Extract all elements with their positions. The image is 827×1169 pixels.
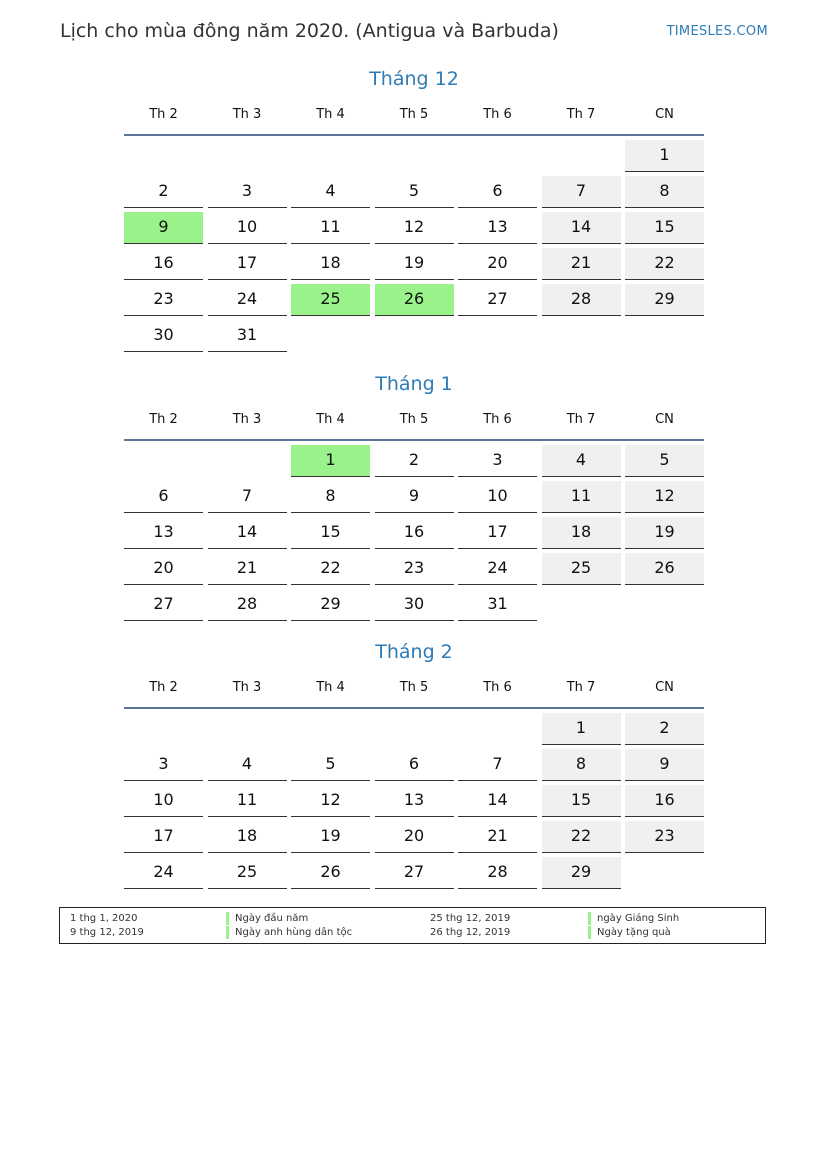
day-cell: 7 bbox=[542, 176, 621, 208]
legend-date: 26 thg 12, 2019 bbox=[430, 927, 511, 938]
empty-cell bbox=[291, 140, 370, 172]
day-cell: 8 bbox=[625, 176, 704, 208]
day-cell: 20 bbox=[375, 821, 454, 853]
day-cell: 14 bbox=[542, 212, 621, 244]
empty-cell bbox=[458, 140, 537, 172]
day-cell: 20 bbox=[124, 553, 203, 585]
day-cell: 2 bbox=[625, 713, 704, 745]
day-cell: 16 bbox=[625, 785, 704, 817]
day-cell: 28 bbox=[542, 284, 621, 316]
page-title: Lịch cho mùa đông năm 2020. (Antigua và Barbuda) bbox=[60, 20, 559, 42]
holiday-day-cell: 9 bbox=[124, 212, 203, 244]
day-cell: 10 bbox=[208, 212, 287, 244]
weekday-label: Th 5 bbox=[399, 680, 429, 695]
empty-cell bbox=[124, 140, 203, 172]
weekday-label: Th 2 bbox=[149, 412, 178, 427]
weekday-label: CN bbox=[655, 412, 674, 427]
day-cell: 6 bbox=[375, 749, 454, 781]
day-cell: 26 bbox=[291, 857, 370, 889]
day-cell: 20 bbox=[458, 248, 537, 280]
weekday-label: Th 3 bbox=[232, 680, 262, 695]
day-cell: 5 bbox=[291, 749, 370, 781]
day-cell: 13 bbox=[124, 517, 203, 549]
day-cell: 18 bbox=[291, 248, 370, 280]
day-cell: 9 bbox=[375, 481, 454, 513]
weekday-label: Th 2 bbox=[149, 107, 178, 122]
month-january bbox=[124, 373, 704, 621]
day-cell: 31 bbox=[208, 320, 287, 352]
day-cell: 4 bbox=[291, 176, 370, 208]
weekday-label: Th 6 bbox=[483, 107, 512, 122]
day-cell: 12 bbox=[625, 481, 704, 513]
weekday-label: Th 6 bbox=[483, 680, 512, 695]
empty-cell bbox=[124, 713, 203, 745]
month-february bbox=[124, 641, 704, 889]
day-cell: 19 bbox=[375, 248, 454, 280]
empty-cell bbox=[208, 140, 287, 172]
day-cell: 19 bbox=[291, 821, 370, 853]
day-cell: 6 bbox=[124, 481, 203, 513]
day-cell: 5 bbox=[375, 176, 454, 208]
day-cell: 4 bbox=[542, 445, 621, 477]
day-cell: 1 bbox=[542, 713, 621, 745]
day-cell: 3 bbox=[124, 749, 203, 781]
day-cell: 3 bbox=[458, 445, 537, 477]
holiday-day-cell: 1 bbox=[291, 445, 370, 477]
weekday-header bbox=[124, 676, 704, 709]
legend-date: 9 thg 12, 2019 bbox=[70, 927, 144, 938]
day-cell: 10 bbox=[458, 481, 537, 513]
day-cell: 27 bbox=[375, 857, 454, 889]
day-cell: 26 bbox=[625, 553, 704, 585]
day-cell: 28 bbox=[458, 857, 537, 889]
day-cell: 29 bbox=[625, 284, 704, 316]
day-cell: 15 bbox=[625, 212, 704, 244]
legend-date: 1 thg 1, 2020 bbox=[70, 913, 138, 924]
legend-holiday-name: ngày Giáng Sinh bbox=[588, 912, 679, 925]
day-cell: 25 bbox=[208, 857, 287, 889]
weekday-header bbox=[124, 408, 704, 441]
weekday-label: Th 2 bbox=[149, 680, 178, 695]
empty-cell bbox=[208, 713, 287, 745]
legend-date: 25 thg 12, 2019 bbox=[430, 913, 511, 924]
day-cell: 29 bbox=[291, 589, 370, 621]
day-cell: 23 bbox=[375, 553, 454, 585]
day-cell: 11 bbox=[291, 212, 370, 244]
day-cell: 18 bbox=[542, 517, 621, 549]
day-cell: 18 bbox=[208, 821, 287, 853]
weekday-header bbox=[124, 103, 704, 136]
day-cell: 30 bbox=[124, 320, 203, 352]
weekday-label: Th 7 bbox=[566, 680, 596, 695]
day-grid bbox=[124, 140, 704, 352]
legend-holiday-name: Ngày tặng quà bbox=[588, 926, 671, 939]
empty-cell bbox=[208, 445, 287, 477]
empty-cell bbox=[291, 713, 370, 745]
weekday-label: Th 6 bbox=[483, 412, 512, 427]
day-cell: 5 bbox=[625, 445, 704, 477]
day-cell: 15 bbox=[542, 785, 621, 817]
month-title: Tháng 2 bbox=[375, 641, 453, 663]
weekday-label: Th 3 bbox=[232, 107, 262, 122]
day-cell: 24 bbox=[124, 857, 203, 889]
holiday-day-cell: 26 bbox=[375, 284, 454, 316]
empty-cell bbox=[375, 713, 454, 745]
legend-holiday-name: Ngày đầu năm bbox=[226, 912, 308, 925]
day-cell: 28 bbox=[208, 589, 287, 621]
weekday-label: Th 7 bbox=[566, 107, 596, 122]
day-cell: 9 bbox=[625, 749, 704, 781]
day-cell: 11 bbox=[208, 785, 287, 817]
weekday-label: CN bbox=[655, 680, 674, 695]
day-cell: 24 bbox=[458, 553, 537, 585]
day-cell: 3 bbox=[208, 176, 287, 208]
day-cell: 16 bbox=[124, 248, 203, 280]
day-cell: 4 bbox=[208, 749, 287, 781]
weekday-label: Th 3 bbox=[232, 412, 262, 427]
empty-cell bbox=[375, 140, 454, 172]
weekday-label: Th 4 bbox=[316, 680, 345, 695]
day-cell: 23 bbox=[124, 284, 203, 316]
day-cell: 14 bbox=[458, 785, 537, 817]
holiday-day-cell: 25 bbox=[291, 284, 370, 316]
day-cell: 17 bbox=[208, 248, 287, 280]
day-cell: 22 bbox=[542, 821, 621, 853]
day-cell: 6 bbox=[458, 176, 537, 208]
day-cell: 21 bbox=[208, 553, 287, 585]
day-grid bbox=[124, 445, 704, 621]
day-cell: 29 bbox=[542, 857, 621, 889]
day-cell: 2 bbox=[124, 176, 203, 208]
empty-cell bbox=[124, 445, 203, 477]
day-cell: 30 bbox=[375, 589, 454, 621]
weekday-label: CN bbox=[655, 107, 674, 122]
empty-cell bbox=[542, 140, 621, 172]
day-cell: 23 bbox=[625, 821, 704, 853]
day-cell: 25 bbox=[542, 553, 621, 585]
day-cell: 14 bbox=[208, 517, 287, 549]
site-link[interactable]: TIMESLES.COM bbox=[666, 24, 768, 39]
page-header bbox=[60, 20, 768, 46]
day-cell: 8 bbox=[291, 481, 370, 513]
day-cell: 31 bbox=[458, 589, 537, 621]
day-cell: 11 bbox=[542, 481, 621, 513]
day-cell: 12 bbox=[291, 785, 370, 817]
day-cell: 13 bbox=[375, 785, 454, 817]
month-december bbox=[124, 68, 704, 352]
day-cell: 19 bbox=[625, 517, 704, 549]
day-cell: 1 bbox=[625, 140, 704, 172]
day-cell: 10 bbox=[124, 785, 203, 817]
empty-cell bbox=[458, 713, 537, 745]
day-cell: 7 bbox=[458, 749, 537, 781]
day-cell: 21 bbox=[458, 821, 537, 853]
day-cell: 17 bbox=[458, 517, 537, 549]
weekday-label: Th 4 bbox=[316, 107, 345, 122]
day-cell: 15 bbox=[291, 517, 370, 549]
day-cell: 27 bbox=[458, 284, 537, 316]
day-cell: 22 bbox=[291, 553, 370, 585]
day-cell: 13 bbox=[458, 212, 537, 244]
month-title: Tháng 1 bbox=[375, 373, 453, 395]
day-cell: 7 bbox=[208, 481, 287, 513]
day-cell: 17 bbox=[124, 821, 203, 853]
weekday-label: Th 4 bbox=[316, 412, 345, 427]
weekday-label: Th 5 bbox=[399, 412, 429, 427]
legend-holiday-name: Ngày anh hùng dân tộc bbox=[226, 926, 352, 939]
day-cell: 16 bbox=[375, 517, 454, 549]
weekday-label: Th 7 bbox=[566, 412, 596, 427]
day-cell: 27 bbox=[124, 589, 203, 621]
day-grid bbox=[124, 713, 704, 889]
month-title: Tháng 12 bbox=[369, 68, 459, 90]
day-cell: 12 bbox=[375, 212, 454, 244]
day-cell: 8 bbox=[542, 749, 621, 781]
day-cell: 24 bbox=[208, 284, 287, 316]
weekday-label: Th 5 bbox=[399, 107, 429, 122]
holiday-legend bbox=[59, 907, 766, 944]
day-cell: 2 bbox=[375, 445, 454, 477]
day-cell: 21 bbox=[542, 248, 621, 280]
day-cell: 22 bbox=[625, 248, 704, 280]
